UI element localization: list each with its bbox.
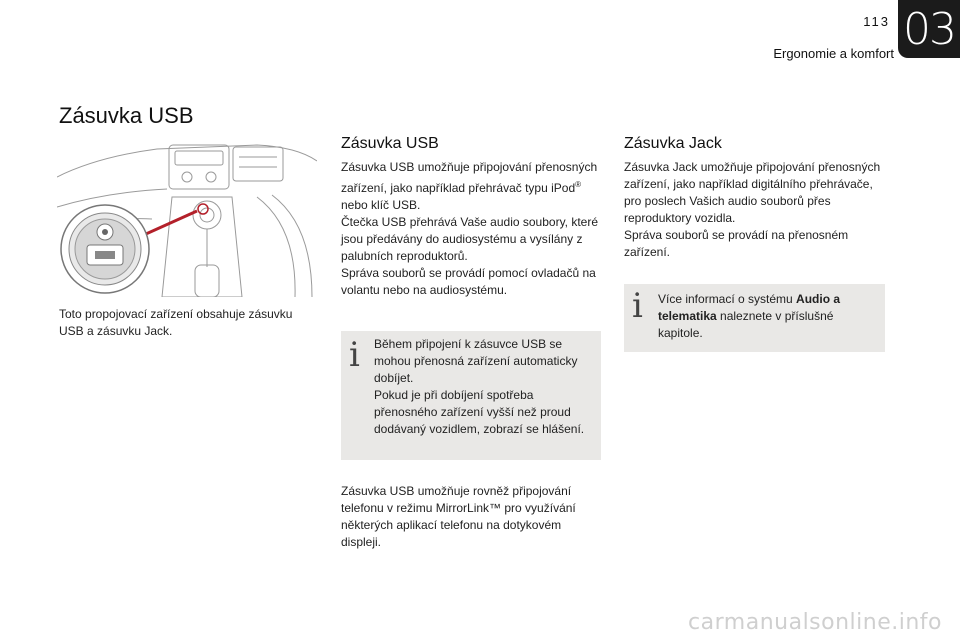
page-title: Zásuvka USB: [59, 103, 194, 128]
usb-paragraph-1: Zásuvka USB umožňuje připojování přenosných zařízení, jako například přehrávač typu iPod: [341, 160, 598, 195]
registered-mark: ®: [575, 180, 582, 189]
jack-info-suffix: naleznete v příslušné kapitole.: [658, 309, 834, 340]
jack-paragraph-1: Zásuvka Jack umožňuje připojování přenosných zařízení, jako například digitálního přehrávače, pro poslech Vašich audio souborů přes reproduktory vozidla.: [624, 160, 881, 225]
usb-paragraph-3: Správa souborů se provádí pomocí ovladačů na volantu nebo na audiosystému.: [341, 266, 596, 297]
chapter-badge: [898, 0, 960, 58]
watermark: carmanualsonline.info: [688, 610, 942, 635]
jack-heading: Zásuvka Jack: [624, 135, 722, 152]
usb-info-box: [341, 331, 601, 460]
usb-paragraph-1-end: nebo klíč USB.: [341, 198, 421, 212]
usb-paragraph-2: Čtečka USB přehrává Vaše audio soubory, které jsou předávány do audiosystému a vysílány z palubních reproduktorů.: [341, 215, 599, 263]
jack-info-box: [624, 284, 885, 352]
jack-info-bold: Audio a telematika: [658, 292, 841, 323]
jack-description: [624, 159, 889, 261]
chapter-title: Ergonomie a komfort: [773, 46, 894, 61]
info-icon: i: [349, 335, 360, 375]
intro-caption: Toto propojovací zařízení obsahuje zásuvku USB a zásuvku Jack.: [59, 307, 293, 338]
jack-info-text: [658, 291, 858, 342]
info-icon-2: i: [632, 286, 643, 326]
jack-paragraph-2: Správa souborů se provádí na přenosném zařízení.: [624, 228, 849, 259]
chapter-number: 03: [903, 3, 955, 55]
usb-description: [341, 159, 603, 299]
usb-heading: Zásuvka USB: [341, 135, 439, 152]
usb-socket-illustration: [57, 137, 317, 297]
jack-info-prefix: Více informací o systému: [658, 292, 797, 306]
mirrorlink-text: Zásuvka USB umožňuje rovněž připojování telefonu v režimu MirrorLink™ pro využívání některých aplikací telefonu na dotykovém displeji.: [341, 484, 576, 549]
usb-info-line-1: Během připojení k zásuvce USB se mohou přenosná zařízení automaticky dobíjet.: [374, 337, 578, 385]
usb-info-line-2: Pokud je při dobíjení spotřeba přenosného zařízení vyšší než proud dodávaný vozidlem, zobrazí se hlášení.: [374, 388, 585, 436]
page-number: 113: [863, 14, 890, 29]
usb-info-text: [374, 336, 594, 438]
